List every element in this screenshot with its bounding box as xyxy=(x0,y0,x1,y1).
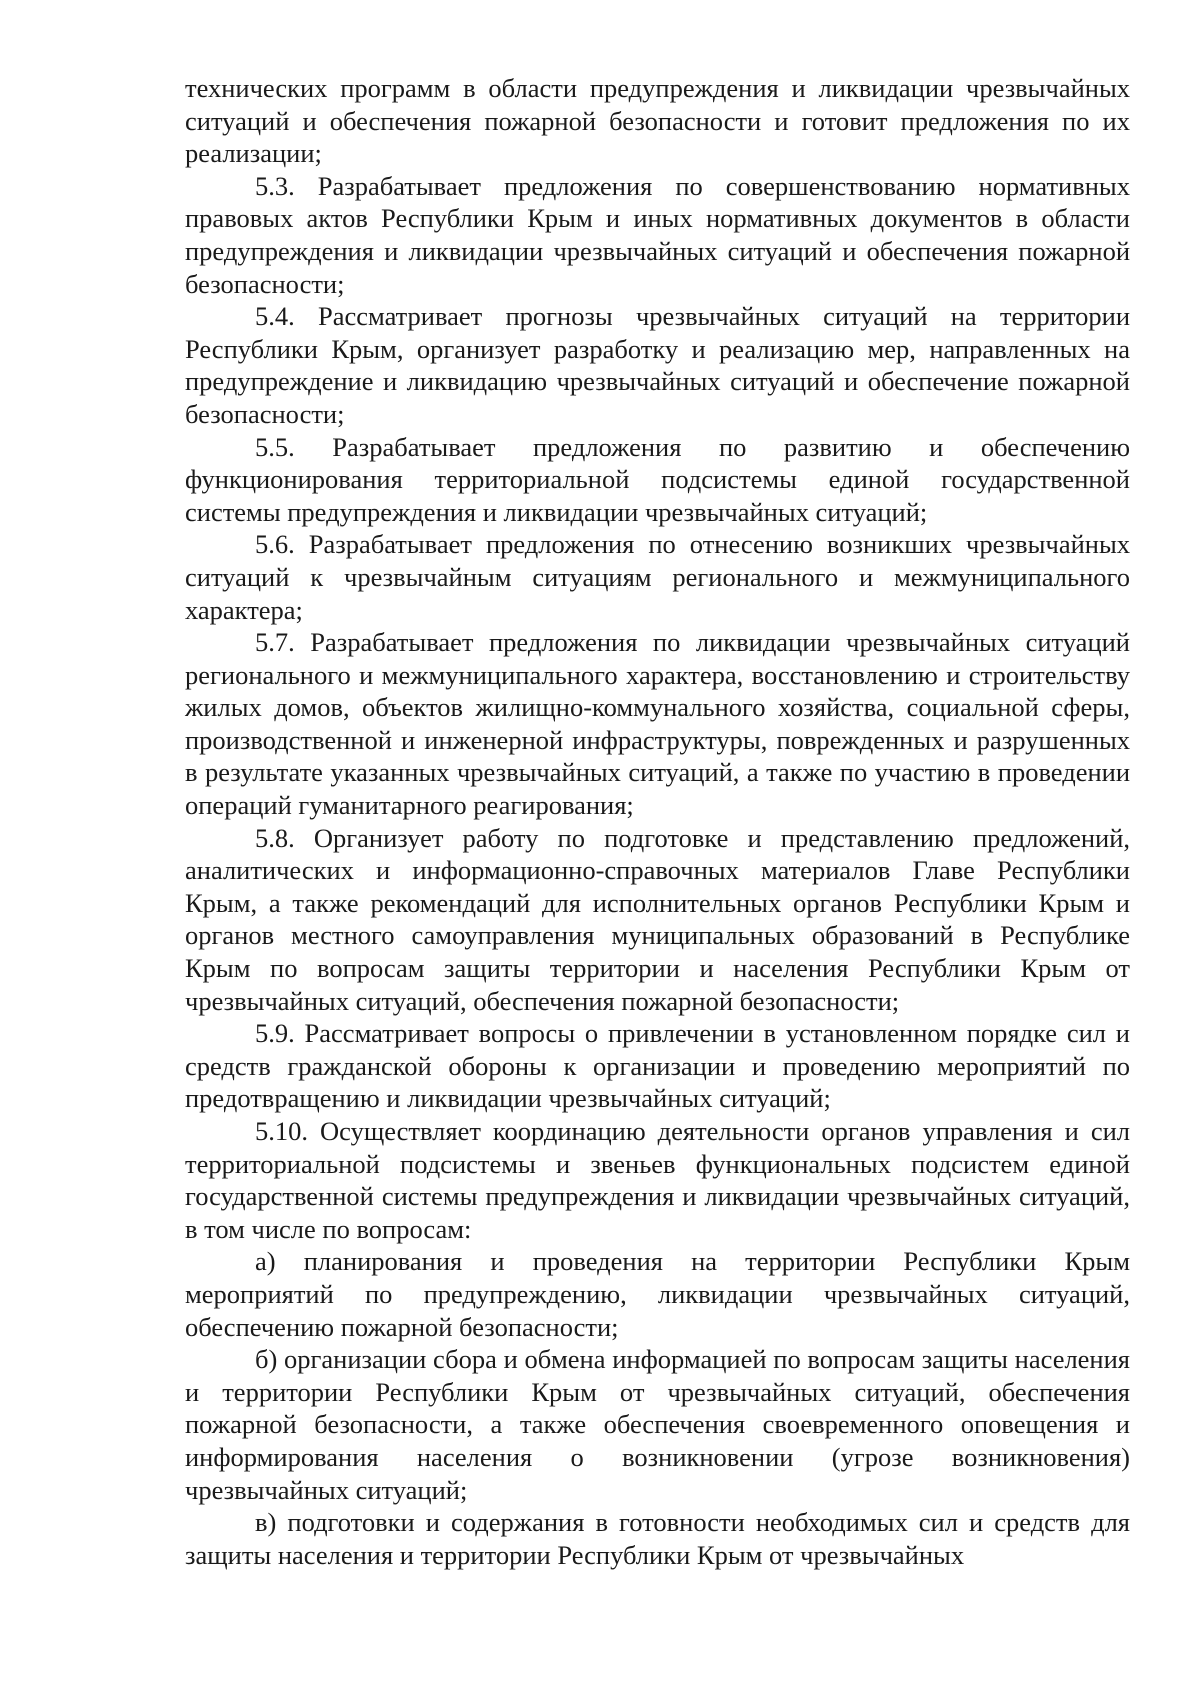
paragraph-continuation: технических программ в области предупреждения и ликвидации чрезвычайных ситуаций и обеспечения пожарной безопасности и готовит предложения по их реализации; xyxy=(185,73,1130,169)
paragraph-5-10: 5.10. Осуществляет координацию деятельности органов управления и сил территориальной подсистемы и звеньев функциональных подсистем единой государственной системы предупреждения и ликвидации чрезвычайных ситуаций, в том числе по вопросам: xyxy=(185,1116,1130,1244)
paragraph-5-4: 5.4. Рассматривает прогнозы чрезвычайных ситуаций на территории Республики Крым, организует разработку и реализацию мер, направленных на предупреждение и ликвидацию чрезвычайных ситуаций и обеспечение пожарной безопасности; xyxy=(185,301,1130,429)
paragraph-5-8: 5.8. Организует работу по подготовке и представлению предложений, аналитических и информационно-справочных материалов Главе Республики Крым, а также рекомендаций для исполнительных органов Республики Крым и органов местного самоуправления муниципальных образований в Республике Крым по вопросам защиты территории и населения Республики Крым от чрезвычайных ситуаций, обеспечения пожарной безопасности; xyxy=(185,822,1130,1016)
document-body xyxy=(185,72,1130,1571)
paragraph-item-v: в) подготовки и содержания в готовности необходимых сил и средств для защиты населения и территории Республики Крым от чрезвычайных xyxy=(185,1507,1130,1570)
paragraph-5-7: 5.7. Разрабатывает предложения по ликвидации чрезвычайных ситуаций регионального и межмуниципального характера, восстановлению и строительству жилых домов, объектов жилищно-коммунального хозяйства, социальной сферы, производственной и инженерной инфраструктуры, поврежденных и разрушенных в результате указанных чрезвычайных ситуаций, а также по участию в проведении операций гуманитарного реагирования; xyxy=(185,627,1130,821)
paragraph-item-a: а) планирования и проведения на территории Республики Крым мероприятий по предупреждению, ликвидации чрезвычайных ситуаций, обеспечению пожарной безопасности; xyxy=(185,1246,1130,1342)
paragraph-5-5: 5.5. Разрабатывает предложения по развитию и обеспечению функционирования территориальной подсистемы единой государственной системы предупреждения и ликвидации чрезвычайных ситуаций; xyxy=(185,431,1130,527)
paragraph-item-b: б) организации сбора и обмена информацией по вопросам защиты населения и территории Республики Крым от чрезвычайных ситуаций, обеспечения пожарной безопасности, а также обеспечения своевременного оповещения и информирования населения о возникновении (угрозе возникновения) чрезвычайных ситуаций; xyxy=(185,1344,1130,1505)
paragraph-5-3: 5.3. Разрабатывает предложения по совершенствованию нормативных правовых актов Республики Крым и иных нормативных документов в области предупреждения и ликвидации чрезвычайных ситуаций и обеспечения пожарной безопасности; xyxy=(185,170,1130,299)
paragraph-5-6: 5.6. Разрабатывает предложения по отнесению возникших чрезвычайных ситуаций к чрезвычайным ситуациям регионального и межмуниципального характера; xyxy=(185,529,1130,625)
paragraph-5-9: 5.9. Рассматривает вопросы о привлечении в установленном порядке сил и средств гражданской обороны к организации и проведению мероприятий по предотвращению и ликвидации чрезвычайных ситуаций; xyxy=(185,1018,1130,1114)
